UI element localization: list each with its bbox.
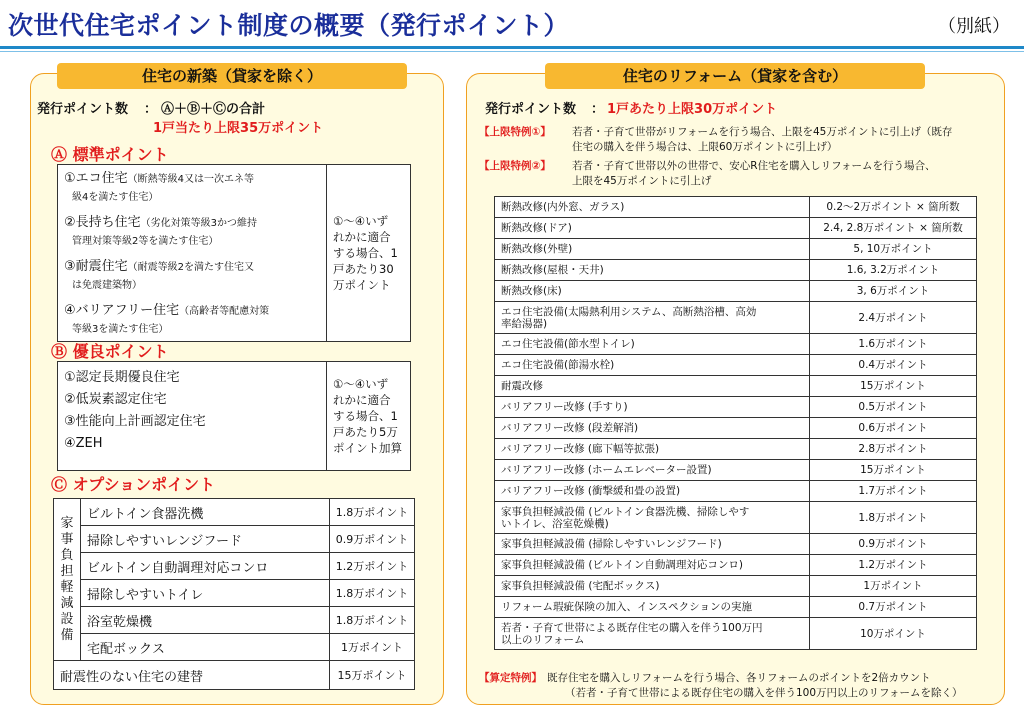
points-cap: 1戸当たり上限35万ポイント: [153, 121, 324, 136]
group-label-char: 設: [60, 611, 74, 627]
table-row: [495, 218, 977, 239]
note-line: れかに適合: [333, 230, 391, 244]
note-line: する場合、1: [333, 246, 398, 260]
table-row: [495, 597, 977, 618]
standard-item: [64, 213, 320, 249]
table-row: [495, 460, 977, 481]
points-cap: 1戸あたり上限30万ポイント: [607, 102, 778, 117]
premium-item: ②低炭素認定住宅: [64, 392, 167, 407]
premium-item: ①認定長期優良住宅: [64, 370, 180, 385]
note-line: ポイント加算: [333, 441, 402, 455]
reform-points: 15万ポイント: [810, 376, 977, 397]
table-row: [495, 555, 977, 576]
reform-label: 家事負担軽減設備 (宅配ボックス): [495, 576, 810, 597]
table-row: [495, 355, 977, 376]
note-line: する場合、1: [333, 409, 398, 423]
reform-label: リフォーム瑕疵保険の加入、インスペクションの実施: [495, 597, 810, 618]
option-points: 1.8万ポイント: [330, 580, 415, 607]
table-row: [495, 397, 977, 418]
table-row: [495, 534, 977, 555]
table-row: [54, 580, 415, 607]
table-row: [54, 661, 415, 690]
group-label-char: 家: [60, 515, 74, 531]
group-label-text: [54, 516, 80, 644]
reform-points: 1.6万ポイント: [810, 334, 977, 355]
premium-item: ④ZEH: [64, 436, 103, 451]
standard-note-cell: [327, 165, 411, 342]
note-line: ①～④いず: [333, 377, 389, 391]
reform-points: 1万ポイント: [810, 576, 977, 597]
table-row: [495, 302, 977, 334]
reform-label-line: 率給湯器): [501, 317, 548, 330]
page-title: 次世代住宅ポイント制度の概要（発行ポイント）: [8, 11, 570, 40]
reform-label-line: 家事負担軽減設備 (ビルトイン食器洗機、掃除しやす: [501, 505, 750, 518]
reform-points: 2.8万ポイント: [810, 439, 977, 460]
table-row: [495, 481, 977, 502]
option-points: 1.2万ポイント: [330, 553, 415, 580]
special2-tag: 【上限特例②】: [479, 160, 551, 172]
premium-note-cell: [327, 362, 411, 471]
special2-line2: 上限を45万ポイントに引上げ: [572, 175, 712, 187]
special1-tag: 【上限特例①】: [479, 126, 551, 138]
note-line: ①～④いず: [333, 214, 389, 228]
option-points: 1万ポイント: [330, 634, 415, 661]
table-row: [495, 376, 977, 397]
reform-points: 1.8万ポイント: [810, 502, 977, 534]
title-rule-thin: [0, 51, 1024, 52]
points-label: 発行ポイント数: [37, 102, 129, 117]
reform-label: 断熱改修(ドア): [495, 218, 810, 239]
standard-item: [64, 301, 320, 337]
option-label: 宅配ボックス: [81, 634, 330, 661]
group-label-char: 軽: [60, 579, 74, 595]
table-row: [495, 239, 977, 260]
reform-points-table: [494, 196, 977, 650]
table-row: [495, 197, 977, 218]
points-label: 発行ポイント数: [485, 102, 577, 117]
rebuild-points: 15万ポイント: [330, 661, 415, 690]
item-sub: 等級3を満たす住宅）: [72, 324, 169, 335]
table-row: [495, 281, 977, 302]
reform-label-line: 若者・子育て世帯による既存住宅の購入を伴う100万円: [501, 621, 763, 634]
table-row: [495, 439, 977, 460]
reform-label: 断熱改修(屋根・天井): [495, 260, 810, 281]
premium-items-cell: [58, 362, 327, 471]
special1-line2: 住宅の購入を伴う場合は、上限60万ポイントに引上げ）: [572, 141, 838, 153]
group-label-char: 事: [60, 531, 74, 547]
reform-points: 0.7万ポイント: [810, 597, 977, 618]
reform-label: 断熱改修(内外窓、ガラス): [495, 197, 810, 218]
reform-points: 15万ポイント: [810, 460, 977, 481]
reform-label-line: いトイレ、浴室乾燥機): [501, 517, 609, 530]
group-label-char: 備: [60, 627, 74, 643]
item-sub: （高齢者等配慮対策: [179, 306, 270, 317]
option-points: 0.9万ポイント: [330, 526, 415, 553]
reform-label: バリアフリー改修 (手すり): [495, 397, 810, 418]
option-label: 掃除しやすいトイレ: [81, 580, 330, 607]
reform-panel: [466, 67, 1005, 705]
points-colon: ：: [144, 102, 158, 117]
reform-label: [495, 618, 810, 650]
group-label-char: 減: [60, 595, 74, 611]
option-points: 1.8万ポイント: [330, 499, 415, 526]
reform-label: エコ住宅設備(節湯水栓): [495, 355, 810, 376]
option-points-table: [53, 498, 415, 690]
special1-line1: 若者・子育て世帯がリフォームを行う場合、上限を45万ポイントに引上げ（既存: [572, 126, 953, 138]
table-row: [495, 618, 977, 650]
table-row: [495, 502, 977, 534]
reform-label-line: 以上のリフォーム: [501, 633, 585, 646]
reform-points: 10万ポイント: [810, 618, 977, 650]
table-row: [495, 260, 977, 281]
item-main: ②長持ち住宅: [64, 215, 141, 230]
table-row: [495, 576, 977, 597]
option-points: 1.8万ポイント: [330, 607, 415, 634]
group-label-char: 負: [60, 547, 74, 563]
reform-points: 0.9万ポイント: [810, 534, 977, 555]
premium-item: ③性能向上計画認定住宅: [64, 414, 206, 429]
calc-special-line2: （若者・子育て世帯による既存住宅の購入を伴う100万円以上のリフォームを除く）: [565, 687, 963, 699]
reform-points: 1.7万ポイント: [810, 481, 977, 502]
item-sub: 級4を満たす住宅）: [72, 192, 159, 203]
note-line: 万ポイント: [333, 278, 391, 292]
option-label: ビルトイン食器洗機: [81, 499, 330, 526]
reform-points: 1.6, 3.2万ポイント: [810, 260, 977, 281]
item-sub: （耐震等級2を満たす住宅又: [127, 262, 255, 273]
note-line: れかに適合: [333, 393, 391, 407]
option-points-heading: Ⓒ オプションポイント: [51, 475, 216, 494]
new-construction-tab: 住宅の新築（貸家を除く）: [57, 63, 407, 89]
reform-points: 2.4, 2.8万ポイント × 箇所数: [810, 218, 977, 239]
reform-label: [495, 302, 810, 334]
table-row: [54, 526, 415, 553]
points-formula: Ⓐ＋Ⓑ＋Ⓒの合計: [161, 102, 266, 117]
reform-label: 耐震改修: [495, 376, 810, 397]
rebuild-label: 耐震性のない住宅の建替: [54, 661, 330, 690]
table-row: [54, 553, 415, 580]
reform-points: 1.2万ポイント: [810, 555, 977, 576]
group-label-char: 担: [60, 563, 74, 579]
reform-label: バリアフリー改修 (衝撃緩和畳の設置): [495, 481, 810, 502]
item-main: ①エコ住宅: [64, 171, 128, 186]
reform-label: エコ住宅設備(節水型トイレ): [495, 334, 810, 355]
reform-points: 0.5万ポイント: [810, 397, 977, 418]
reform-label: 家事負担軽減設備 (ビルトイン自動調理対応コンロ): [495, 555, 810, 576]
standard-items-cell: [58, 165, 327, 342]
item-sub: （断熱等級4又は一次エネ等: [127, 174, 255, 185]
premium-points-heading: Ⓑ 優良ポイント: [51, 342, 169, 361]
table-row: [54, 634, 415, 661]
table-row: [495, 418, 977, 439]
reform-tab: 住宅のリフォーム（貸家を含む）: [545, 63, 925, 89]
reform-label: 断熱改修(床): [495, 281, 810, 302]
reform-label: [495, 502, 810, 534]
premium-points-table: [57, 361, 411, 471]
item-sub: （劣化対策等級3かつ維持: [140, 218, 258, 229]
reform-label: バリアフリー改修 (段差解消): [495, 418, 810, 439]
item-sub: は免震建築物）: [72, 280, 142, 291]
reform-points: 2.4万ポイント: [810, 302, 977, 334]
reform-label: 断熱改修(外壁): [495, 239, 810, 260]
reform-points: 5, 10万ポイント: [810, 239, 977, 260]
option-label: 浴室乾燥機: [81, 607, 330, 634]
new-construction-panel: [30, 67, 444, 705]
reform-label: 家事負担軽減設備 (掃除しやすいレンジフード): [495, 534, 810, 555]
option-label: 掃除しやすいレンジフード: [81, 526, 330, 553]
points-colon: ：: [591, 102, 605, 117]
title-rule: [0, 46, 1024, 49]
note-line: 戸あたり30: [333, 262, 394, 276]
table-row: [54, 499, 415, 526]
reform-points: 0.4万ポイント: [810, 355, 977, 376]
standard-item: [64, 169, 320, 205]
calc-special-tag: 【算定特例】: [479, 672, 542, 684]
reform-points: 0.6万ポイント: [810, 418, 977, 439]
reform-label: バリアフリー改修 (廊下幅等拡張): [495, 439, 810, 460]
item-sub: 管理対策等級2等を満たす住宅）: [72, 236, 219, 247]
appendix-label: （別紙）: [938, 16, 1010, 37]
standard-item: [64, 257, 320, 293]
special2-line1: 若者・子育て世帯以外の世帯で、安心R住宅を購入しリフォームを行う場合、: [572, 160, 936, 172]
reform-points: 0.2～2万ポイント × 箇所数: [810, 197, 977, 218]
reform-label: バリアフリー改修 (ホームエレベーター設置): [495, 460, 810, 481]
item-main: ④バリアフリー住宅: [64, 303, 180, 318]
reform-points: 3, 6万ポイント: [810, 281, 977, 302]
calc-special-line1: 既存住宅を購入しリフォームを行う場合、各リフォームのポイントを2倍カウント: [547, 672, 931, 684]
item-main: ③耐震住宅: [64, 259, 128, 274]
note-line: 戸あたり5万: [333, 425, 398, 439]
standard-points-heading: Ⓐ 標準ポイント: [51, 145, 169, 164]
standard-points-table: [57, 164, 411, 342]
reform-label-line: エコ住宅設備(太陽熱利用システム、高断熱浴槽、高効: [501, 305, 757, 318]
housework-group-label: [54, 499, 81, 661]
table-row: [54, 607, 415, 634]
option-label: ビルトイン自動調理対応コンロ: [81, 553, 330, 580]
table-row: [495, 334, 977, 355]
